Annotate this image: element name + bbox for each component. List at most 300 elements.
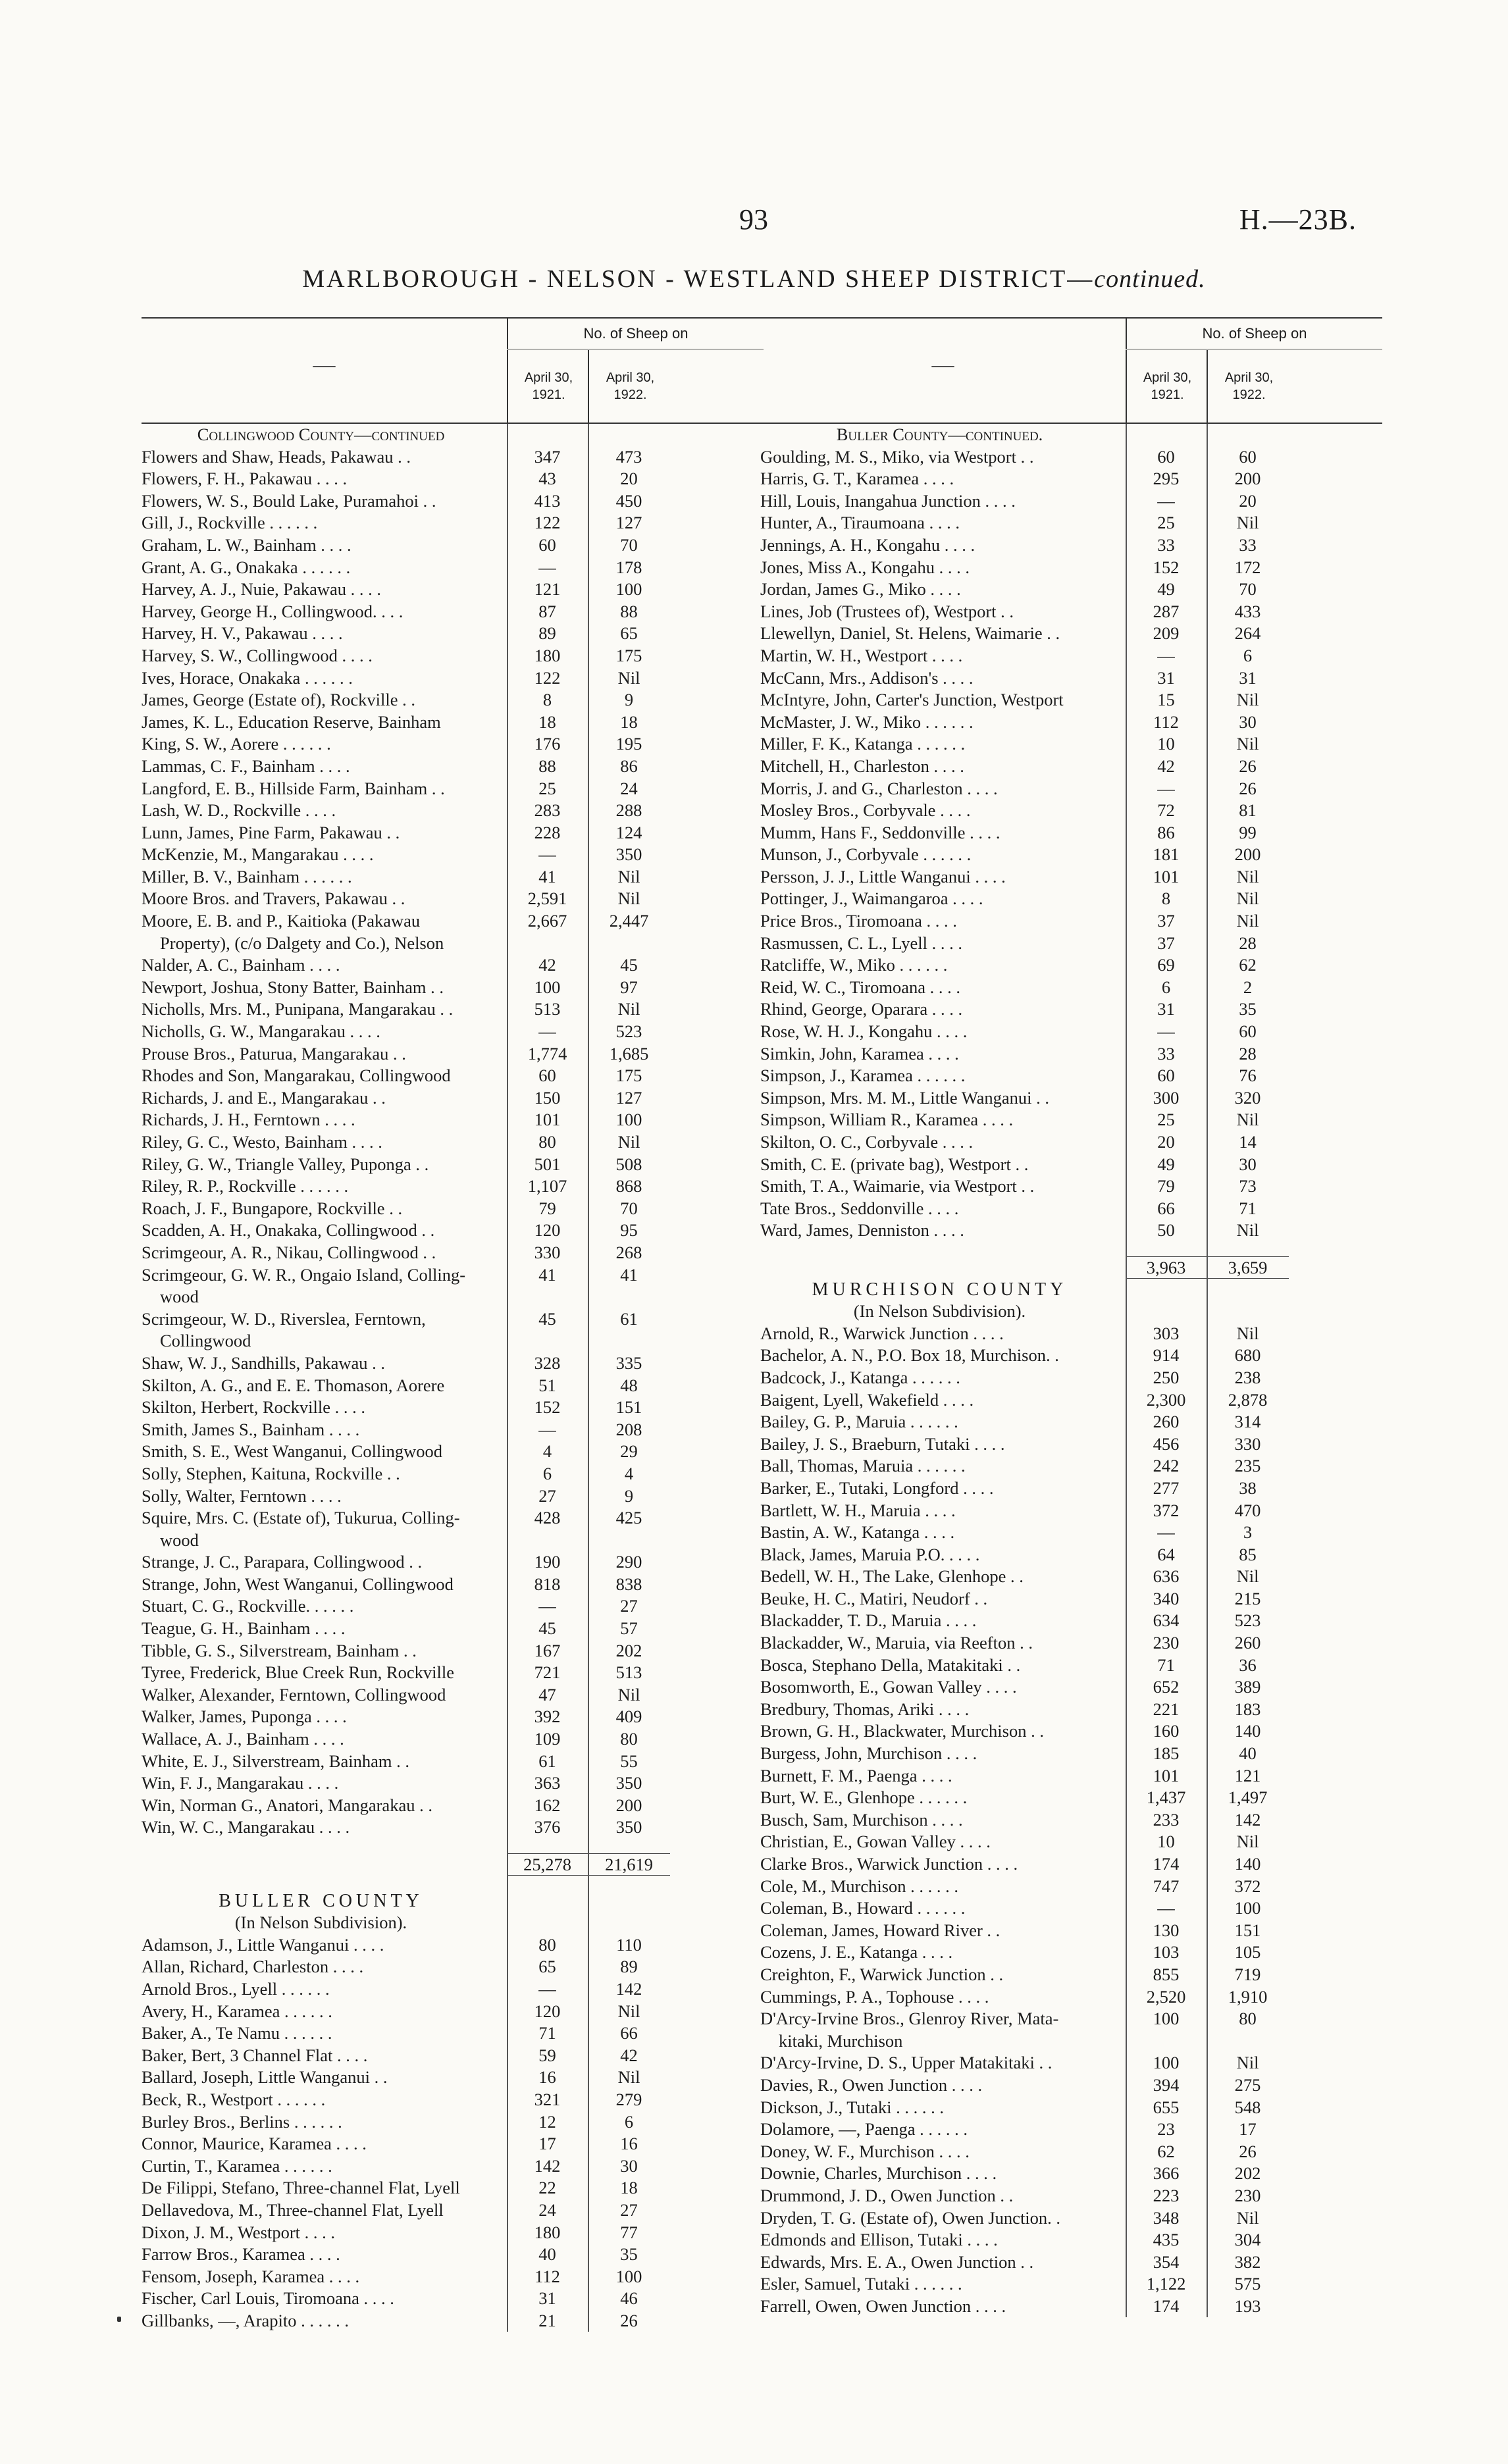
sheep-1922: 45 (620, 955, 638, 975)
sheep-1921: 501 (534, 1154, 561, 1174)
table-row (142, 1419, 764, 1441)
table-row (760, 1411, 1382, 1433)
sheep-1922: 100 (1234, 1898, 1261, 1918)
sheep-1921: 392 (534, 1707, 561, 1727)
sheep-1922: 86 (620, 756, 638, 776)
sheep-1922: 70 (620, 1198, 638, 1218)
sheep-1922: 27 (620, 2199, 638, 2220)
sheep-1922: 57 (620, 1618, 638, 1639)
col-1922-header: April 30, 1922. (1207, 350, 1290, 423)
sheep-1922: 30 (1239, 1154, 1257, 1174)
row-name: Farrell, Owen, Owen Junction . . . . (760, 2296, 1006, 2316)
sheep-1922: 140 (1234, 1721, 1261, 1741)
table-row (760, 1154, 1382, 1176)
sheep-1921: 233 (1153, 1809, 1180, 1830)
sheep-1922: 30 (1239, 711, 1257, 732)
sheep-1921: 25 (1157, 1110, 1175, 1130)
sheep-1922: Nil (1236, 2053, 1259, 2073)
sheep-1921: 122 (534, 667, 561, 688)
table-row (142, 1934, 764, 1957)
row-name: Mitchell, H., Charleston . . . . (760, 756, 964, 776)
table-row (760, 1131, 1382, 1154)
sheep-1921: 223 (1153, 2185, 1180, 2205)
right-table-body (760, 424, 1382, 2317)
sheep-1921: 122 (534, 513, 561, 533)
sheep-1921: 242 (1153, 1456, 1180, 1476)
sheep-1922: 70 (620, 534, 638, 555)
sheep-1922: Nil (1236, 1323, 1259, 1343)
sheep-1921: 1,122 (1146, 2274, 1186, 2294)
sheep-1922: 77 (620, 2222, 638, 2242)
sheep-1922 (588, 1286, 670, 1308)
row-name: Nalder, A. C., Bainham . . . . (142, 955, 340, 975)
table-row (142, 1485, 764, 1508)
row-name: Burley Bros., Berlins . . . . . . (142, 2111, 342, 2132)
sheep-1921: 347 (534, 446, 561, 467)
sheep-1922: 350 (615, 844, 642, 865)
sheep-1922: 202 (1234, 2163, 1261, 2184)
sheep-1921: 15 (1157, 690, 1175, 710)
table-row (760, 1021, 1382, 1043)
table-row (760, 1897, 1382, 1920)
table-row (142, 2001, 764, 2023)
sheep-1922: 62 (1239, 955, 1257, 975)
row-name: Win, W. C., Mangarakau . . . . (142, 1817, 350, 1837)
sheep-1921: 185 (1153, 1743, 1180, 1764)
table-row (142, 844, 764, 866)
sheep-1922: 235 (1234, 1456, 1261, 1476)
row-name: Teague, G. H., Bainham . . . . (142, 1618, 346, 1639)
sheep-1921: 747 (1153, 1876, 1180, 1896)
sheep-1921: 348 (1153, 2207, 1180, 2228)
table-row (142, 1662, 764, 1684)
row-name: Smith, C. E. (private bag), Westport . . (760, 1154, 1029, 1174)
sheep-1922: Nil (617, 667, 640, 688)
table-row (760, 1831, 1382, 1853)
table-row (760, 512, 1382, 534)
sheep-1922: 46 (620, 2288, 638, 2309)
row-name: Ball, Thomas, Maruia . . . . . . (760, 1456, 966, 1476)
sheep-1921: 228 (534, 822, 561, 842)
col-1921-header: April 30, 1921. (507, 350, 589, 423)
sheep-1922: 71 (1239, 1198, 1257, 1218)
sheep-1921: — (538, 1596, 556, 1616)
left-table (142, 317, 764, 2332)
sheep-1922: 80 (1239, 2009, 1257, 2029)
row-name: Bosomworth, E., Gowan Valley . . . . (760, 1677, 1017, 1697)
sheep-group-header: No. of Sheep on (507, 319, 764, 349)
sheep-1921: 66 (1157, 1198, 1175, 1218)
page-title-suffix: continued. (1094, 265, 1206, 293)
row-name: Rhind, George, Oparara . . . . (760, 999, 963, 1019)
heading-row (142, 1890, 764, 1912)
sheep-1922: 70 (1239, 579, 1257, 600)
row-name: Harvey, H. V., Pakawau . . . . (142, 623, 343, 644)
row-name: Arnold Bros., Lyell . . . . . . (142, 1978, 330, 1999)
name-column-header: — (313, 353, 336, 377)
sheep-1921: 456 (1153, 1433, 1180, 1454)
row-name: Lash, W. D., Rockville . . . . (142, 800, 336, 821)
sheep-1922 (588, 1529, 670, 1552)
row-name: Baigent, Lyell, Wakefield . . . . (760, 1389, 974, 1410)
table-row (142, 1286, 764, 1308)
table-row (142, 2177, 764, 2199)
sheep-1922: 372 (1234, 1876, 1261, 1896)
row-name: Simpson, Mrs. M. M., Little Wanganui . . (760, 1087, 1050, 1108)
sheep-1921: 43 (538, 469, 556, 489)
sheep-1921: 366 (1153, 2163, 1180, 2184)
sheep-1921: 103 (1153, 1942, 1180, 1963)
sheep-1922 (1207, 2030, 1289, 2053)
county-heading: BULLER COUNTY (219, 1890, 423, 1911)
sheep-1921: 394 (1153, 2074, 1180, 2095)
table-row (760, 490, 1382, 513)
sheep-1922: 97 (620, 977, 638, 997)
row-name: Prouse Bros., Paturua, Mangarakau . . (142, 1043, 406, 1064)
sheep-1922: 73 (1239, 1176, 1257, 1196)
table-row (142, 557, 764, 579)
sheep-1921: 12 (538, 2111, 556, 2132)
heading-row (760, 1279, 1382, 1301)
table-row (760, 2296, 1382, 2318)
sheep-1922: 195 (615, 734, 642, 754)
table-row (142, 2155, 764, 2178)
table-row (760, 2229, 1382, 2251)
row-name: McKenzie, M., Mangarakau . . . . (142, 844, 374, 865)
sheep-1921: 2,300 (1146, 1389, 1186, 1410)
sheep-1921: 330 (534, 1242, 561, 1262)
page-title-main: MARLBOROUGH - NELSON - WESTLAND SHEEP DISTRICT— (302, 265, 1095, 293)
sheep-1921: 180 (534, 2222, 561, 2242)
table-row (142, 1751, 764, 1773)
sheep-1922: Nil (1236, 513, 1259, 533)
sheep-1922: 76 (1239, 1065, 1257, 1086)
row-name: Bachelor, A. N., P.O. Box 18, Murchison. . (760, 1345, 1059, 1366)
table-row (142, 1242, 764, 1264)
sheep-1921 (507, 424, 588, 446)
sheep-1921: — (538, 844, 556, 865)
row-name: Simpson, J., Karamea . . . . . . (760, 1065, 966, 1086)
row-name: Creighton, F., Warwick Junction . . (760, 1964, 1004, 1984)
sheep-1921: 18 (538, 711, 556, 732)
sheep-1921: 260 (1153, 1412, 1180, 1432)
table-row (142, 2066, 764, 2089)
row-name: Curtin, T., Karamea . . . . . . (142, 2155, 332, 2176)
table-row (142, 2288, 764, 2310)
sheep-1921: 221 (1153, 1699, 1180, 1719)
table-row (760, 1109, 1382, 1131)
row-name: Walker, Alexander, Ferntown, Collingwood (142, 1684, 446, 1705)
sheep-1922: 350 (615, 1773, 642, 1793)
sheep-group-header: No. of Sheep on (1126, 319, 1382, 349)
table-row (760, 1920, 1382, 1942)
sheep-1922: 17 (1239, 2119, 1257, 2140)
sheep-1921: 6 (542, 1463, 552, 1483)
sheep-1921: — (538, 1419, 556, 1439)
row-name: Walker, James, Puponga . . . . (142, 1707, 347, 1727)
row-name: Smith, James S., Bainham . . . . (142, 1419, 360, 1439)
sheep-1921: 40 (538, 2244, 556, 2265)
sheep-1922: 230 (1234, 2185, 1261, 2205)
table-row (760, 2008, 1382, 2030)
sheep-1922: 508 (615, 1154, 642, 1174)
table-row (142, 645, 764, 667)
table-row (142, 1728, 764, 1751)
table-row (142, 1551, 764, 1574)
table-row (142, 601, 764, 623)
sheep-1922: 142 (615, 1978, 642, 1999)
row-name: Cole, M., Murchison . . . . . . (760, 1876, 959, 1896)
sheep-1921: — (1157, 490, 1175, 511)
row-name: Badcock, J., Katanga . . . . . . (760, 1367, 960, 1387)
sheep-1921: — (1157, 1021, 1175, 1042)
sheep-1922: Nil (1236, 1566, 1259, 1587)
sheep-1922: 31 (1239, 667, 1257, 688)
sheep-1922 (588, 424, 670, 446)
sheep-1922: 26 (620, 2310, 638, 2330)
table-row (760, 1198, 1382, 1220)
row-name: Jordan, James G., Miko . . . . (760, 579, 961, 600)
row-name: Clarke Bros., Warwick Junction . . . . (760, 1854, 1018, 1874)
table-row (142, 1507, 764, 1529)
row-name: Harris, G. T., Karamea . . . . (760, 469, 954, 489)
sheep-1921: 45 (538, 1308, 556, 1329)
sheep-1922: 9 (624, 1485, 634, 1506)
county-heading: MURCHISON COUNTY (812, 1279, 1068, 1300)
row-name: Miller, F. K., Katanga . . . . . . (760, 734, 966, 754)
sheep-1921: 283 (534, 800, 561, 821)
table-row (142, 1308, 764, 1331)
row-name: Brown, G. H., Blackwater, Murchison . . (760, 1721, 1044, 1741)
sheep-1921 (507, 1890, 588, 1912)
sheep-1922: 88 (620, 601, 638, 621)
sheep-1921: 49 (1157, 1154, 1175, 1174)
table-row (760, 2163, 1382, 2185)
table-row (142, 2222, 764, 2244)
row-name: Cozens, J. E., Katanga . . . . (760, 1942, 953, 1963)
sheep-1921: 250 (1153, 1367, 1180, 1387)
sheep-1921: 17 (538, 2134, 556, 2154)
table-row (142, 1529, 764, 1552)
table-row (142, 1978, 764, 2001)
table-row (142, 800, 764, 822)
sheep-1921: 89 (538, 623, 556, 644)
table-row (760, 822, 1382, 844)
row-name: Tate Bros., Seddonville . . . . (760, 1198, 959, 1218)
sheep-1921: 176 (534, 734, 561, 754)
row-name: De Filippi, Stefano, Three-channel Flat, Lyell (142, 2178, 460, 2198)
sheep-1922: 433 (1234, 601, 1261, 621)
row-name: Burnett, F. M., Paenga . . . . (760, 1765, 952, 1785)
sheep-1922: 2,878 (1228, 1389, 1268, 1410)
sheep-1922: Nil (1236, 1220, 1259, 1241)
sheep-1921: 60 (538, 1065, 556, 1086)
sheep-1922: 382 (1234, 2251, 1261, 2272)
table-row (142, 689, 764, 711)
row-name: Davies, R., Owen Junction . . . . (760, 2074, 983, 2095)
table-row (142, 1595, 764, 1618)
row-name: Squire, Mrs. C. (Estate of), Tukurua, Colling- (142, 1508, 460, 1528)
sheep-1922: 473 (615, 446, 642, 467)
row-name: Tyree, Frederick, Blue Creek Run, Rockville (142, 1662, 455, 1683)
sheep-1921: 69 (1157, 955, 1175, 975)
table-row (142, 910, 764, 933)
table-row (142, 822, 764, 844)
sheep-1922: 838 (615, 1574, 642, 1594)
table-row (142, 1956, 764, 1978)
sheep-1921: 31 (1157, 999, 1175, 1019)
sheep-1921: 121 (534, 579, 561, 600)
row-name: Solly, Walter, Ferntown . . . . (142, 1485, 342, 1506)
sheep-1922: 95 (620, 1220, 638, 1241)
sheep-1921: 88 (538, 756, 556, 776)
table-row (760, 1876, 1382, 1898)
table-row (760, 557, 1382, 579)
row-name: Ives, Horace, Onakaka . . . . . . (142, 667, 353, 688)
row-name: McCann, Mrs., Addison's . . . . (760, 667, 974, 688)
table-row (142, 578, 764, 601)
row-name: Roach, J. F., Bungapore, Rockville . . (142, 1198, 403, 1218)
row-name: Newport, Joshua, Stony Batter, Bainham . . (142, 977, 444, 997)
row-name: King, S. W., Aorere . . . . . . (142, 734, 331, 754)
row-name: Bedell, W. H., The Lake, Glenhope . . (760, 1566, 1024, 1587)
sheep-1922: 680 (1234, 1345, 1261, 1366)
row-name: Simpson, William R., Karamea . . . . (760, 1110, 1014, 1130)
table-row (760, 1699, 1382, 1721)
sheep-1921: — (1157, 1522, 1175, 1543)
sheep-1922: 110 (616, 1934, 642, 1955)
row-name: Scrimgeour, G. W. R., Ongaio Island, Colling- (142, 1264, 466, 1285)
sheep-1921: 4 (542, 1441, 552, 1462)
name-column-header: — (931, 353, 954, 377)
sheep-1921: 162 (534, 1795, 561, 1815)
sheep-1922: 215 (1234, 1588, 1261, 1608)
sheep-1921: 174 (1153, 2296, 1180, 2316)
sheep-1921: 340 (1153, 1588, 1180, 1608)
sheep-1921: 62 (1157, 2141, 1175, 2161)
page-reference: H.—23B. (1239, 203, 1357, 236)
sheep-1922: 121 (1234, 1765, 1261, 1785)
sheep-1921 (507, 933, 588, 955)
row-name: Smith, S. E., West Wanganui, Collingwood (142, 1441, 443, 1462)
sheep-1921: 79 (538, 1198, 556, 1218)
row-name: Dryden, T. G. (Estate of), Owen Junction. . (760, 2207, 1061, 2228)
sheep-1921: 363 (534, 1773, 561, 1793)
row-name: Persson, J. J., Little Wanganui . . . . (760, 866, 1006, 886)
row-name: Grant, A. G., Onakaka . . . . . . (142, 557, 351, 577)
sheep-1922: 55 (620, 1751, 638, 1771)
col-1921-header: April 30, 1921. (1126, 350, 1208, 423)
table-row (760, 910, 1382, 933)
margin-mark (117, 2317, 121, 2322)
row-name: Lammas, C. F., Bainham . . . . (142, 756, 350, 776)
table-row (760, 733, 1382, 756)
table-row (142, 1330, 764, 1352)
sheep-1922: 193 (1234, 2296, 1261, 2316)
sheep-1921: 277 (1153, 1477, 1180, 1498)
table-row (142, 888, 764, 910)
row-name: Flowers and Shaw, Heads, Pakawau . . (142, 446, 411, 467)
table-row (760, 1323, 1382, 1345)
table-row (142, 534, 764, 557)
row-name: Fischer, Carl Louis, Tiromoana . . . . (142, 2288, 394, 2309)
sheep-1921: 652 (1153, 1677, 1180, 1697)
sheep-1921: 41 (538, 866, 556, 886)
table-row (142, 2199, 764, 2222)
row-name: Riley, R. P., Rockville . . . . . . (142, 1176, 349, 1196)
sheep-1922: 29 (620, 1441, 638, 1462)
sheep-1921: 354 (1153, 2251, 1180, 2272)
row-name: Burgess, John, Murchison . . . . (760, 1743, 977, 1764)
sheep-1921: 22 (538, 2178, 556, 2198)
table-row (142, 1198, 764, 1220)
sheep-1922: 320 (1234, 1087, 1261, 1108)
table-row (760, 844, 1382, 866)
table-row (142, 933, 764, 955)
sheep-1922: 66 (620, 2023, 638, 2043)
row-name: Shaw, W. J., Sandhills, Pakawau . . (142, 1352, 386, 1373)
sheep-1921: 79 (1157, 1176, 1175, 1196)
row-name: kitaki, Murchison (779, 2030, 903, 2051)
sheep-1922: 89 (620, 1957, 638, 1977)
table-row (760, 1941, 1382, 1964)
sheep-1921: 636 (1153, 1566, 1180, 1587)
sheep-1922: Nil (617, 888, 640, 909)
sheep-1922: 16 (620, 2134, 638, 2154)
sheep-1921: — (538, 557, 556, 577)
sheep-1922: 304 (1234, 2230, 1261, 2250)
row-name: Arnold, R., Warwick Junction . . . . (760, 1323, 1004, 1343)
sheep-1921: 167 (534, 1640, 561, 1660)
sheep-1921: 721 (534, 1662, 561, 1683)
table-row (142, 1816, 764, 1839)
sheep-1922: 100 (615, 2266, 642, 2286)
row-name: Ratcliffe, W., Miko . . . . . . (760, 955, 948, 975)
sheep-1921: 230 (1153, 1633, 1180, 1653)
sheep-1921: 33 (1157, 1043, 1175, 1064)
table-row (142, 1043, 764, 1065)
sheep-1922: 35 (620, 2244, 638, 2265)
sheep-1921: 42 (1157, 756, 1175, 776)
sheep-1921: 27 (538, 1485, 556, 1506)
row-name: Wallace, A. J., Bainham . . . . (142, 1729, 344, 1749)
row-name: Scrimgeour, W. D., Riverslea, Ferntown, (142, 1308, 426, 1329)
sheep-1922: 548 (1234, 2097, 1261, 2117)
sheep-1922: Nil (617, 999, 640, 1019)
sheep-1921: 1,437 (1146, 1787, 1186, 1808)
sheep-1921: 112 (1153, 711, 1179, 732)
table-row (142, 1065, 764, 1087)
table-row (760, 1787, 1382, 1809)
table-row (142, 623, 764, 645)
row-name: Allan, Richard, Charleston . . . . (142, 1957, 364, 1977)
row-name: Beck, R., Westport . . . . . . (142, 2089, 326, 2109)
row-name: Smith, T. A., Waimarie, via Westport . . (760, 1176, 1035, 1196)
table-row (142, 954, 764, 977)
table-row (760, 1588, 1382, 1610)
sheep-1921: — (1157, 645, 1175, 665)
left-table-header (142, 317, 764, 424)
sheep-1922: 330 (1234, 1433, 1261, 1454)
table-row (142, 2111, 764, 2134)
row-name: Morris, J. and G., Charleston . . . . (760, 778, 998, 798)
sheep-1921: 513 (534, 999, 561, 1019)
table-row (760, 1853, 1382, 1876)
row-name: Beuke, H. C., Matiri, Neudorf . . (760, 1588, 988, 1608)
table-row (142, 1131, 764, 1154)
sheep-1922: 2 (1243, 977, 1253, 997)
sheep-1921: 16 (538, 2067, 556, 2088)
